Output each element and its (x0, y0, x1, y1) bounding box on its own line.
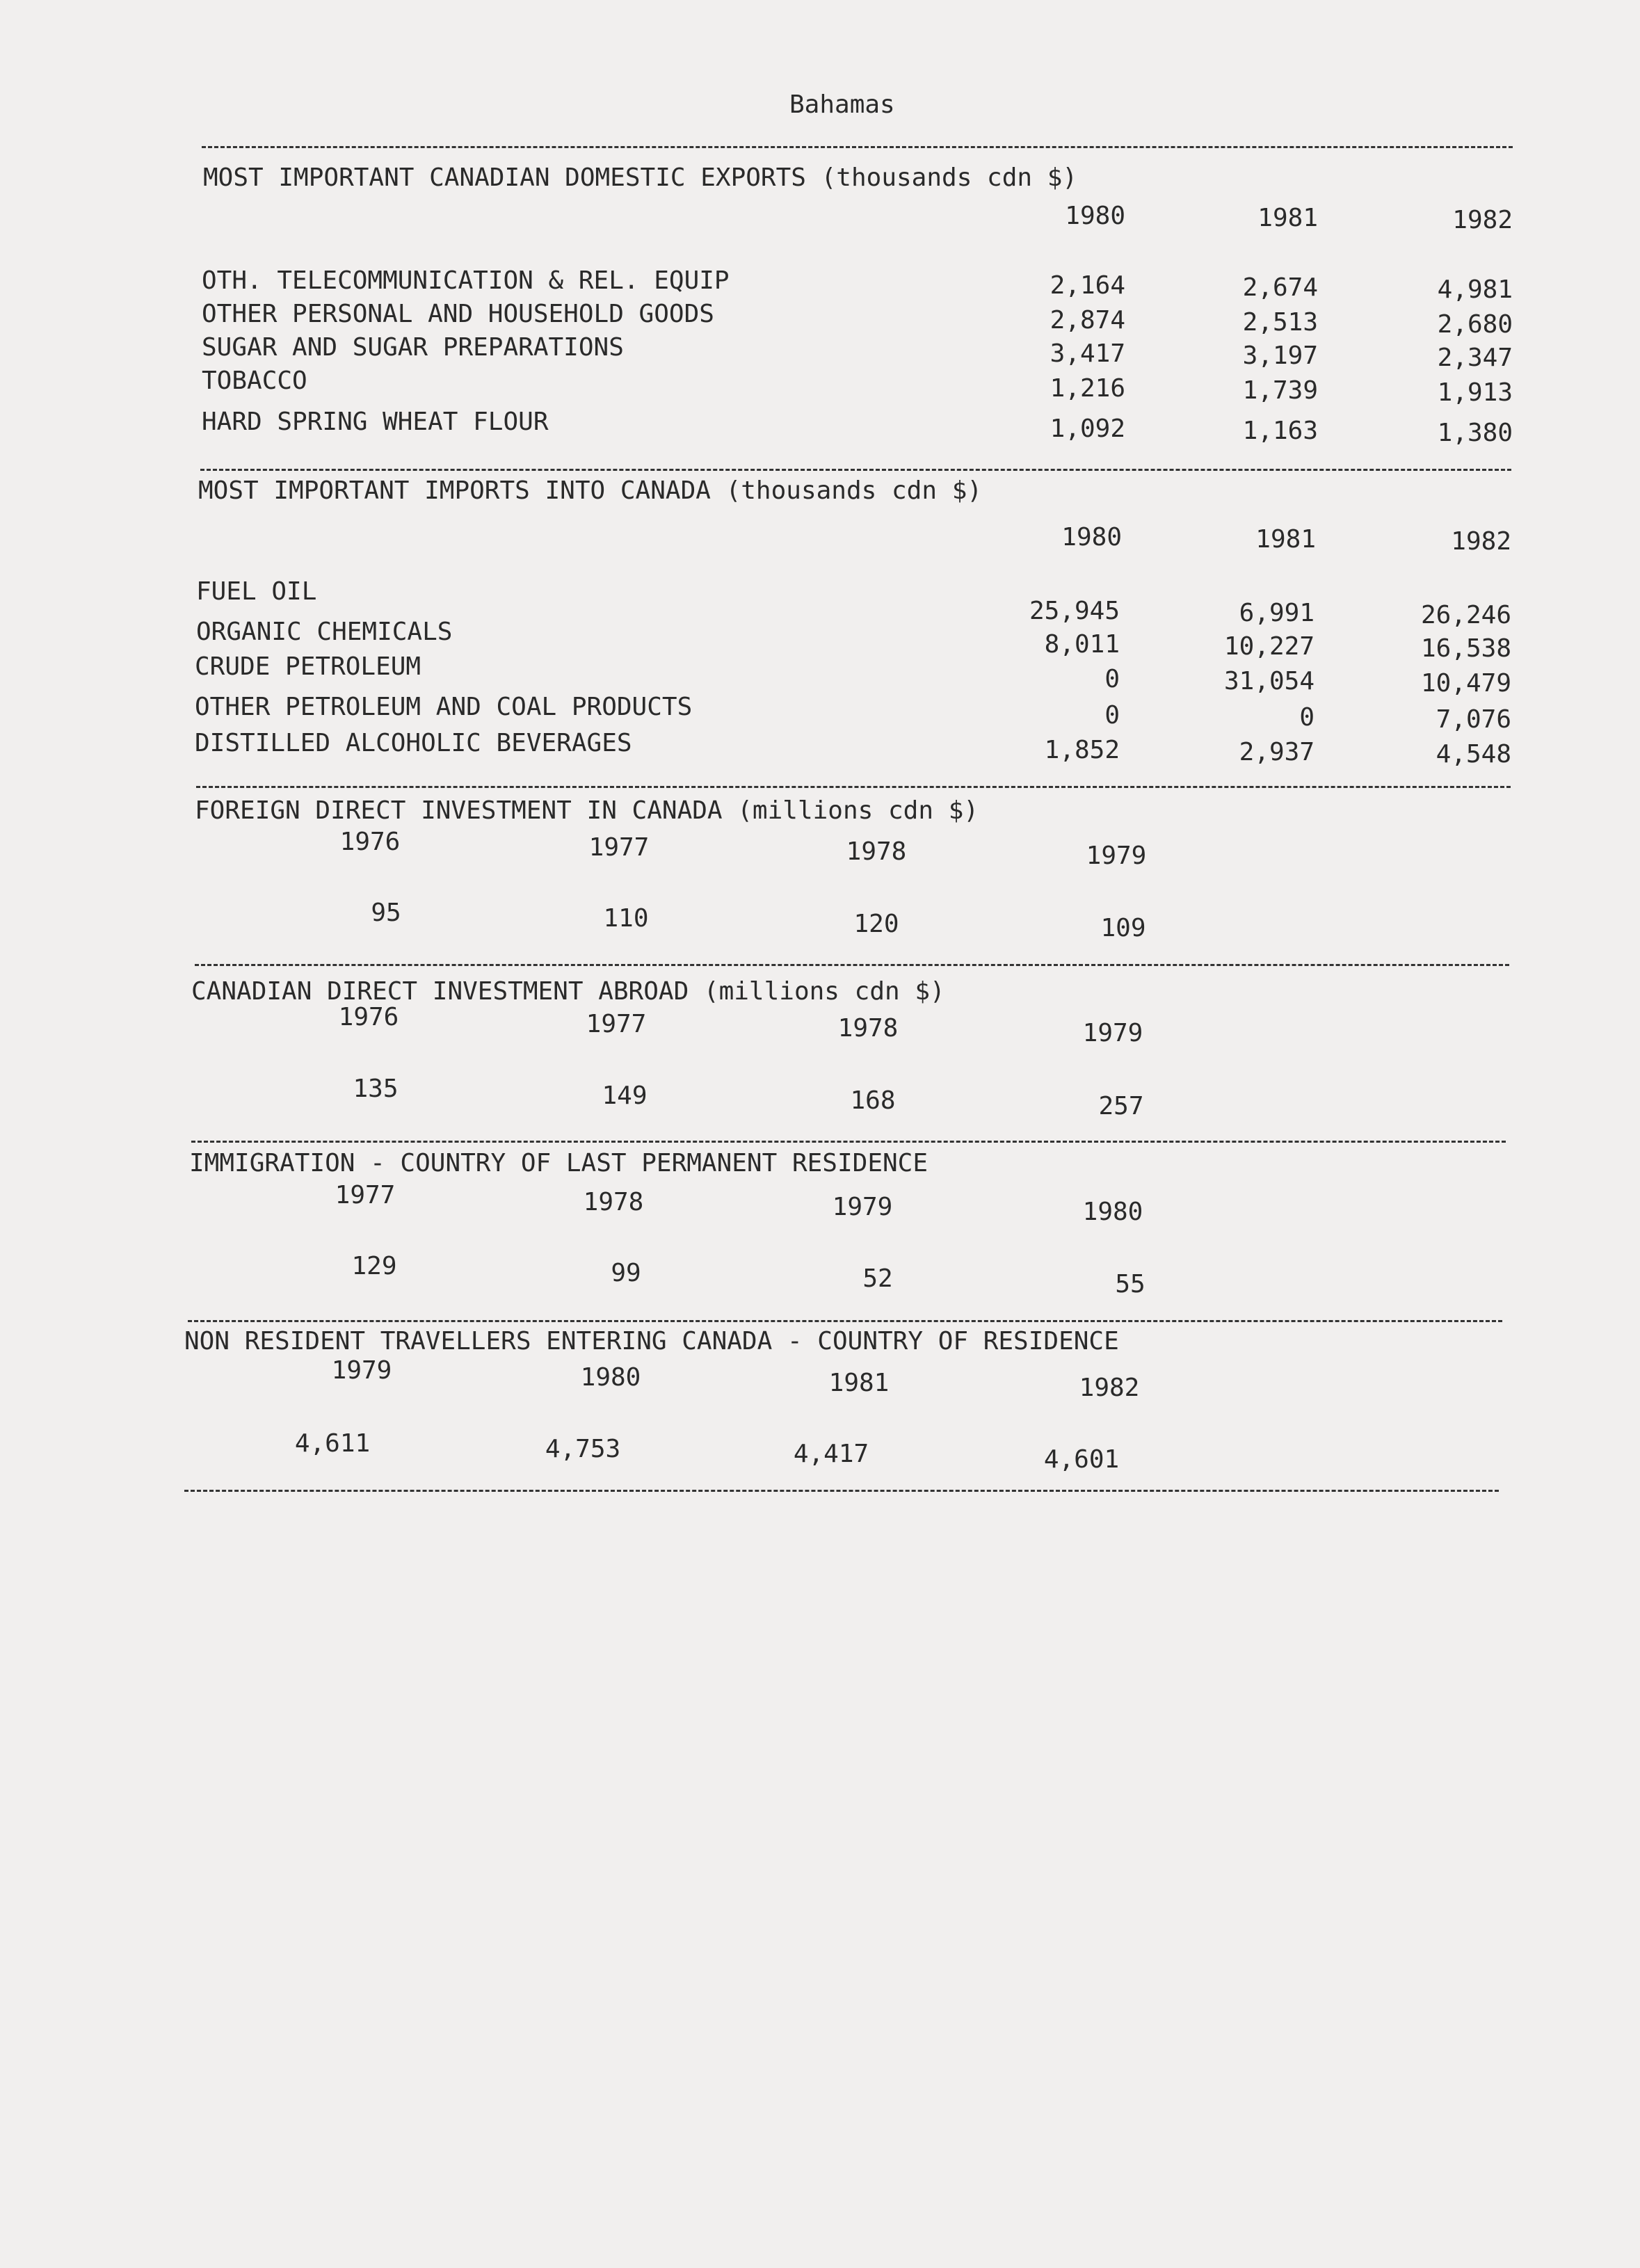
imports-year: 1980 (1061, 523, 1122, 552)
immigration-heading: IMMIGRATION - COUNTRY OF LAST PERMANENT RESIDENCE (189, 1149, 928, 1177)
fdi-heading: FOREIGN DIRECT INVESTMENT IN CANADA (millions cdn $) (195, 796, 979, 825)
imports-row-label: CRUDE PETROLEUM (195, 652, 421, 681)
imports-value: 0 (1299, 703, 1315, 732)
divider (195, 964, 1509, 966)
exports-value: 3,417 (1050, 339, 1125, 368)
exports-row-label: TOBACCO (202, 367, 307, 395)
cdia-value: 149 (602, 1081, 648, 1110)
exports-row-label: SUGAR AND SUGAR PREPARATIONS (202, 333, 624, 362)
imports-year: 1981 (1255, 525, 1316, 554)
travellers-year: 1981 (828, 1369, 890, 1397)
immigration-year: 1979 (832, 1193, 893, 1221)
fdi-year: 1979 (1086, 842, 1147, 870)
cdia-year: 1978 (837, 1014, 899, 1043)
exports-value: 2,674 (1242, 273, 1318, 302)
imports-row-label: ORGANIC CHEMICALS (196, 618, 453, 646)
imports-value: 10,479 (1420, 669, 1511, 698)
imports-year: 1982 (1451, 527, 1511, 556)
imports-value: 7,076 (1436, 705, 1511, 734)
exports-year: 1980 (1065, 202, 1125, 230)
imports-value: 26,246 (1420, 601, 1511, 629)
exports-value: 1,913 (1437, 378, 1513, 407)
exports-value: 2,874 (1050, 306, 1125, 335)
exports-value: 1,739 (1242, 376, 1318, 405)
divider (184, 1490, 1499, 1492)
imports-value: 0 (1104, 665, 1120, 693)
cdia-value: 135 (353, 1075, 399, 1103)
exports-value: 1,092 (1050, 415, 1125, 443)
immigration-value: 129 (351, 1252, 397, 1280)
exports-value: 3,197 (1242, 341, 1318, 370)
imports-value: 16,538 (1420, 634, 1511, 663)
exports-row-label: HARD SPRING WHEAT FLOUR (202, 408, 549, 436)
exports-value: 2,164 (1050, 271, 1125, 300)
cdia-year: 1979 (1082, 1019, 1143, 1047)
exports-value: 1,216 (1050, 374, 1125, 403)
imports-value: 8,011 (1044, 630, 1120, 659)
exports-value: 4,981 (1437, 275, 1513, 304)
cdia-year: 1976 (338, 1003, 399, 1031)
travellers-year: 1979 (331, 1356, 392, 1385)
travellers-heading: NON RESIDENT TRAVELLERS ENTERING CANADA - COUNTRY OF RESIDENCE (184, 1327, 1119, 1356)
divider (200, 469, 1511, 471)
imports-value: 6,991 (1239, 599, 1315, 627)
immigration-value: 52 (862, 1264, 893, 1293)
cdia-heading: CANADIAN DIRECT INVESTMENT ABROAD (millions cdn $) (191, 977, 945, 1006)
exports-year: 1981 (1257, 204, 1318, 232)
travellers-year: 1980 (580, 1363, 641, 1392)
imports-value: 2,937 (1239, 738, 1315, 766)
divider (202, 146, 1513, 148)
immigration-year: 1980 (1082, 1198, 1143, 1226)
immigration-value: 55 (1115, 1270, 1145, 1298)
fdi-year: 1977 (588, 833, 650, 862)
imports-value: 0 (1104, 701, 1120, 730)
travellers-value: 4,753 (545, 1435, 621, 1463)
travellers-value: 4,601 (1043, 1445, 1120, 1474)
exports-value: 2,347 (1437, 344, 1513, 372)
immigration-year: 1977 (335, 1181, 396, 1209)
exports-value: 1,163 (1242, 417, 1318, 445)
exports-value: 2,513 (1242, 308, 1318, 337)
cdia-year: 1977 (586, 1010, 647, 1038)
cdia-value: 168 (850, 1086, 896, 1115)
fdi-value: 120 (853, 910, 899, 938)
imports-value: 25,945 (1029, 597, 1120, 625)
imports-value: 10,227 (1223, 632, 1315, 661)
fdi-year: 1978 (846, 837, 907, 866)
imports-row-label: OTHER PETROLEUM AND COAL PRODUCTS (195, 693, 693, 721)
page-title: Bahamas (789, 90, 895, 119)
imports-value: 31,054 (1223, 667, 1315, 695)
divider (191, 1141, 1506, 1143)
fdi-value: 95 (371, 899, 401, 927)
imports-value: 1,852 (1044, 736, 1120, 764)
divider (188, 1320, 1502, 1322)
exports-value: 2,680 (1437, 310, 1513, 339)
immigration-value: 99 (611, 1259, 641, 1287)
fdi-year: 1976 (339, 828, 401, 856)
imports-value: 4,548 (1436, 740, 1511, 769)
imports-heading: MOST IMPORTANT IMPORTS INTO CANADA (thousands cdn $) (198, 476, 983, 505)
cdia-value: 257 (1098, 1092, 1144, 1120)
divider (196, 786, 1511, 788)
immigration-year: 1978 (583, 1188, 644, 1216)
imports-row-label: DISTILLED ALCOHOLIC BEVERAGES (195, 729, 632, 757)
exports-heading: MOST IMPORTANT CANADIAN DOMESTIC EXPORTS (thousands cdn $) (203, 163, 1078, 192)
imports-row-label: FUEL OIL (196, 577, 317, 606)
fdi-value: 110 (603, 904, 649, 933)
travellers-year: 1982 (1079, 1374, 1140, 1402)
exports-year: 1982 (1452, 206, 1513, 234)
fdi-value: 109 (1100, 914, 1146, 942)
exports-row-label: OTH. TELECOMMUNICATION & REL. EQUIP (202, 266, 730, 295)
travellers-value: 4,611 (294, 1429, 371, 1458)
exports-row-label: OTHER PERSONAL AND HOUSEHOLD GOODS (202, 300, 714, 328)
exports-value: 1,380 (1437, 419, 1513, 447)
travellers-value: 4,417 (793, 1440, 869, 1468)
